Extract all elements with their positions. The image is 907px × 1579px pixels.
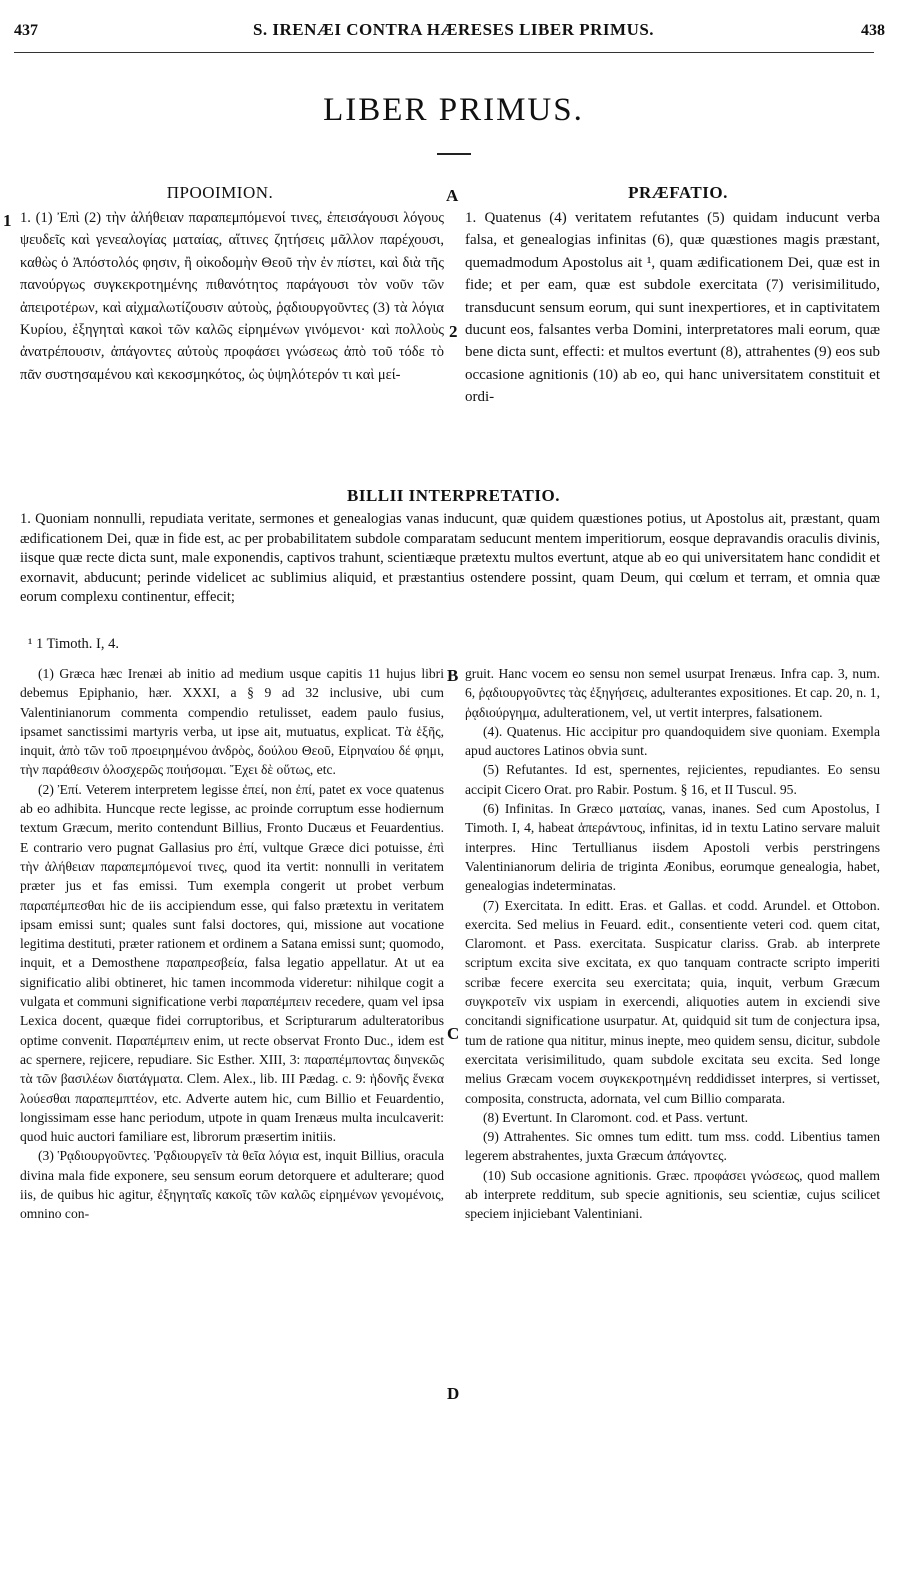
note-paragraph: (4). Quatenus. Hic accipitur pro quandoquidem sive quoniam. Exempla apud auctores Latinos obvia sunt. bbox=[465, 723, 880, 759]
marker-b: B bbox=[447, 666, 459, 685]
marker-c: C bbox=[447, 1024, 460, 1043]
page-number-left: 437 bbox=[14, 22, 38, 39]
note-paragraph: (1) Græca hæc Irenæi ab initio ad medium usque capitis 11 hujus libri debemus Epiphanio, hær. XXXI, a § 9 ad 32 inclusive, ubi cum Valentinianorum commenta compendio retulisset, eadem paulo fusius, ipsamet sanctissimi martyris verba, ut ipse ait, mutuatus, explicat. Τὰ ἑξῆς, inquit, ἀπὸ τῶν τοῦ προειρημένου ἀνδρὸς, δούλου Θεοῦ, Εἰρηναίου δέ φημι, τὴν παράθεσιν ὁλοσχερῶς ποιήσομαι. Ἔχει δὲ οὕτως, etc. bbox=[20, 666, 444, 778]
greek-text: 1. (1) Ἐπὶ (2) τὴν ἀλήθειαν παραπεμπόμενοί τινες, ἐπεισάγουσι λόγους ψευδεῖς καὶ γενεαλογίας ματαίας, αἵτινες ζητήσεις μᾶλλον παρέχουσι, καθὼς ὁ Ἀπόστολός φησιν, ἢ οἰκοδομὴν Θεοῦ τὴν ἐν πίστει, καὶ διὰ τῆς πανούργως συγκεκροτημένης πιθανότητος παράγουσι τὸν νοῦν τῶν ἀπειροτέρων, καὶ αἰχμαλωτίζουσιν αὐτοὺς, ῥᾳδιουργοῦντες (3) τὰ λόγια Κυρίου, ἐξηγηταὶ κακοὶ τῶν καλῶς εἰρημένων γινόμενοι· καὶ πολλοὺς ἀνατρέπουσιν, ἀπάγοντες αὐτοὺς προφάσει γνώσεως ἀπὸ τοῦ τόδε τὸ πᾶν συστησαμένου καὶ κεκοσμηκότος, ὡς ὑψηλότερόν τι καὶ μεί- bbox=[20, 210, 444, 383]
header-rule bbox=[14, 52, 874, 53]
column-number-1: 1 bbox=[3, 211, 12, 230]
column-number-2: 2 bbox=[449, 322, 458, 341]
note-paragraph: (9) Attrahentes. Sic omnes tum editt. tum mss. codd. Libentius tamen legerem abstrahentes, juxta Græcum ἀπάγοντες. bbox=[465, 1129, 880, 1164]
page-number-right: 438 bbox=[861, 22, 885, 39]
note-paragraph: (2) Ἐπί. Veterem interpretem legisse ἐπεί, non ἐπί, patet ex voce quatenus ab eo adhibita. Huncque recte legisse, ac proinde corruptum esse hodiernum textum Græcum, merito contendunt Billius, Fronto Ducæus et Feuardentius. E contrario vero pugnat Gallasius pro ἐπί, vultque Græce dici potuisse, ἐπὶ τὴν ἀλήθειαν παραπεμπόμενοί τινες, quod ita vertit: nonnulli in veritatem præter jus et fas emissi. Tum exempla congerit ut probet verbum παραπέμπεσθαι hic de iis accipiendum esse, qui falso prætextu in veritatem ipsam emissi sunt; quales sunt falsi doctores, qui, missione aut vocatione legitima destituti, præter rationem et ordinem a Satana emissi sunt; quomodo, inquit, et a Demosthene παραπρεσβεία, falsa legatio appellatur. At ut ea significatio alibi obtineret, hic tamen incommoda videretur: nihilque cogit a vulgata et communi significatione verbi παραπέμπειν recedere, quam vel ipsa Lexica docent, quæque fidei corruptoribus, et Scripturarum adulteratoribus optime convenit. Παραπέμπειν enim, ut recte observat Fronto Duc., idem est ac spernere, rejicere, repudiare. Sic Esther. XIII, 3: παραπέμποντας διηνεκῶς τὰ τῶν βασιλέων διατάγματα. Clem. Alex., lib. III Pædag. c. 9: ἡδονῆς ἕνεκα λούεσθαι παραπεμπτέον, etc. Adverte autem hic, cum Billio et Feuardentio, longissimam esse hanc periodum, utpote in quam Irenæus multa inculcaverit: quod huic auctori familiare est, librorum præsertim initiis. bbox=[20, 781, 444, 1145]
book-title: LIBER PRIMUS. bbox=[323, 92, 584, 128]
notes-right-column bbox=[465, 664, 880, 1224]
notes-left-column bbox=[20, 664, 444, 1224]
billii-heading: BILLII INTERPRETATIO. bbox=[347, 486, 560, 505]
note-paragraph: (6) Infinitas. In Græco ματαίας, vanas, inanes. Sed cum Apostolus, I Timoth. I, 4, habeat ἀπεράντους, infinitas, id in textu Latino servare maluit interpres. Hinc Tertullianus iisdem Apostoli verbis perstringens Valentinianorum deliria de triginta Æonibus, eorumque genealogia, habet, genealogias indeterminatas. bbox=[465, 801, 880, 894]
latin-heading: PRÆFATIO. bbox=[628, 183, 728, 202]
note-paragraph: (7) Exercitata. In editt. Eras. et Gallas. et codd. Arundel. et Ottobon. exercita. Sed melius in Feuard. edit., consentiente veteri cod. quem citat, Claromont. et Pass. exercitata. Suspicatur clariss. Grab. ab interprete scriptum excita sive excitata, ex quo tanquam contracte scripto imperiti scribæ fecere exercita seu exercitata; quia, inquit, verbum Græcum συγκροτεῖν vix uspiam in exercendi, aliquoties autem in exciendi sive concitandi significatione usurpatur. At, quidquid sit tum de conjectura ipsa, tum de ratione qua nititur, minus inepte, meo quidem sensu, dicitur, subdole exercitata verisimilitudo, quam subdole excitata seu excita. Sed longe melius Græcam vocem συγκεκροτημένη reddidisset interpres, si vertisset, composita, constructa, adornata, vel cum Billio comparata. bbox=[465, 897, 880, 1106]
note-paragraph: (5) Refutantes. Id est, spernentes, rejicientes, repudiantes. Eo sensu accipit Cicero Orat. pro Rabir. Postum. § 16, et II Tuscul. 95. bbox=[465, 762, 880, 797]
latin-text: 1. Quatenus (4) veritatem refutantes (5) quidam inducunt verba falsa, et genealogias infinitas (6), quæ quæstiones magis præstant, quemadmodum Apostolus ait ¹, quam ædificationem Dei, quæ est in fide; et per eam, quæ est subdole exercitata (7) verisimilitudo, transducunt sensum eorum, qui sunt inexpertiores, et in captivitatem ducunt eos, falsantes verba Domini, interpretatores mali eorum, quæ bene dicta sunt, effecti: et multos evertunt (8), attrahentes (9) eos sub occasione agnitionis (10) ab eo, qui hanc universitatem constituit et ordi- bbox=[465, 210, 881, 406]
billii-text: 1. Quoniam nonnulli, repudiata veritate, sermones et genealogias vanas inducunt, quæ quidem quæstiones potius, ut Apostolus ait, præstant, quam ædificationem Dei, quæ in fide est, ac per probabilitatem subdole comparatam seducunt mentem imperitiorum, eosque depravandis oraculis divinis, iisque quæ recte dicta sunt, male exponendis, captivos trahunt, scientiæque prætextu multos evertunt, atque ab eo qui universitatem hanc condidit et exornavit, abducunt; perinde videlicet ac sublimius aliquid, et præstantius ostendere possint, quam Deum, qui cœlum et terram, et omnia quæ eorum complexu continentur, effecit; bbox=[20, 511, 880, 606]
footnote: ¹ 1 Timoth. I, 4. bbox=[28, 636, 119, 652]
marker-a: A bbox=[446, 186, 459, 205]
note-paragraph: (3) Ῥᾳδιουργοῦντες. Ῥᾳδιουργεῖν τὰ θεῖα λόγια est, inquit Billius, oracula divina mala fide exponere, seu sensum eorum detorquere et adulterare; quod iis, de quibus hic agitur, ἐξηγηταῖς κακοῖς τῶν καλῶς εἰρημένων γενομένοις, omnino con- bbox=[20, 1148, 444, 1222]
note-paragraph: (8) Evertunt. In Claromont. cod. et Pass. vertunt. bbox=[483, 1109, 749, 1125]
title-rule bbox=[437, 153, 471, 155]
marker-d: D bbox=[447, 1384, 460, 1403]
note-paragraph: gruit. Hanc vocem eo sensu non semel usurpat Irenæus. Infra cap. 3, num. 6, ῥᾳδιουργοῦντες τὰς ἐξηγήσεις, adulterantes expositiones. Et cap. 20, n. 1, ῥᾳδιούργημα, adulterationem, vel, ut vertit interpres, falsationem. bbox=[465, 666, 880, 720]
greek-heading: ΠΡΟΟΙΜΙΟΝ. bbox=[166, 183, 274, 202]
running-header: S. IRENÆI CONTRA HÆRESES LIBER PRIMUS. bbox=[252, 20, 655, 39]
note-paragraph: (10) Sub occasione agnitionis. Græc. προφάσει γνώσεως, quod mallem ab interprete redditum, sub specie agnitionis, seu scientiæ, cujus scilicet speciem injiciebant Valentiniani. bbox=[465, 1167, 880, 1222]
